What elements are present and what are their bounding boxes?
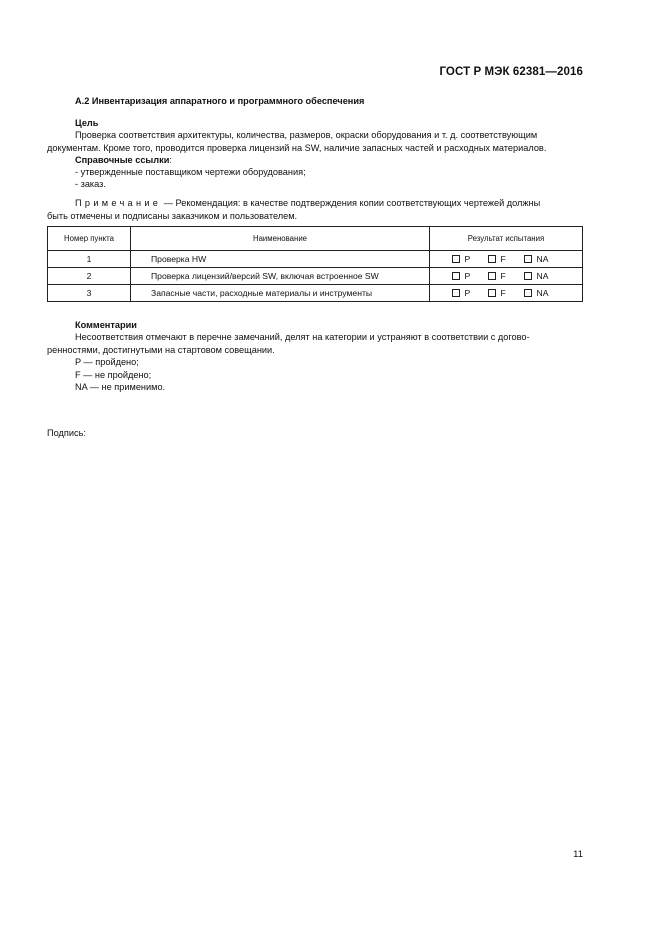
note-line-2: быть отмечены и подписаны заказчиком и пользователем. [47, 210, 298, 221]
signature-label: Подпись: [47, 428, 86, 438]
checkbox-na[interactable] [524, 289, 532, 297]
note-line-1 [75, 197, 583, 209]
option-na [524, 288, 564, 298]
header-result: Результат испытания [430, 227, 583, 251]
table-header-row [48, 227, 583, 251]
option-na-label: NA [536, 254, 549, 264]
option-na-label: NA [536, 288, 549, 298]
table-row [48, 285, 583, 302]
option-p [452, 271, 488, 281]
option-f-label: F [500, 271, 506, 281]
row-result [430, 268, 583, 285]
section-body [47, 95, 583, 222]
row-result [430, 251, 583, 268]
comments-block [47, 319, 583, 393]
row-result [430, 285, 583, 302]
checkbox-f[interactable] [488, 272, 496, 280]
checkbox-na[interactable] [524, 272, 532, 280]
legend-f: F — не пройдено; [75, 369, 152, 380]
goal-heading: Цель [75, 118, 99, 129]
note-label: Примечание [75, 198, 162, 209]
checkbox-f[interactable] [488, 255, 496, 263]
table-row [48, 251, 583, 268]
checkbox-p[interactable] [452, 289, 460, 297]
note-text: — Рекомендация: в качестве подтверждения копии соответствующих чертежей должны [161, 198, 541, 209]
option-na [524, 254, 564, 264]
refs-heading: Справочные ссылки [75, 154, 170, 165]
row-number: 3 [48, 285, 131, 302]
row-name: Запасные части, расходные материалы и инструменты [131, 285, 430, 302]
row-name: Проверка лицензий/версий SW, включая встроенное SW [131, 268, 430, 285]
option-p [452, 288, 488, 298]
option-p-label: P [464, 254, 471, 264]
option-f-label: F [500, 254, 506, 264]
results-table [47, 226, 583, 302]
goal-text-line-1: Проверка соответствия архитектуры, количества, размеров, окраски оборудования и т. д. соответствующим [75, 130, 538, 141]
option-f-label: F [500, 288, 506, 298]
page-number: 11 [573, 849, 583, 860]
option-f [488, 288, 524, 298]
option-p-label: P [464, 271, 471, 281]
option-na-label: NA [536, 271, 549, 281]
legend-p: P — пройдено; [75, 357, 139, 368]
ref-item-2: - заказ. [75, 179, 106, 190]
option-f [488, 271, 524, 281]
option-f [488, 254, 524, 264]
option-p [452, 254, 488, 264]
checkbox-p[interactable] [452, 255, 460, 263]
option-na [524, 271, 564, 281]
ref-item-1: - утвержденные поставщиком чертежи оборудования; [75, 167, 306, 178]
refs-heading-line [75, 154, 583, 166]
option-p-label: P [464, 288, 471, 298]
document-id: ГОСТ Р МЭК 62381—2016 [439, 66, 583, 78]
row-name: Проверка HW [131, 251, 430, 268]
goal-text-line-2: документам. Кроме того, проводится проверка лицензий на SW, наличие запасных частей и расходных материалов. [47, 142, 547, 153]
refs-colon: : [169, 154, 172, 165]
checkbox-f[interactable] [488, 289, 496, 297]
row-number: 2 [48, 268, 131, 285]
table-row [48, 268, 583, 285]
row-number: 1 [48, 251, 131, 268]
comments-line-2: ренностями, достигнутыми на стартовом совещании. [47, 344, 275, 355]
legend-na: NA — не применимо. [75, 382, 166, 393]
section-title: А.2 Инвентаризация аппаратного и программного обеспечения [75, 96, 365, 106]
header-name: Наименование [131, 227, 430, 251]
checkbox-p[interactable] [452, 272, 460, 280]
comments-line-1: Несоответствия отмечают в перечне замечаний, делят на категории и устраняют в соответствии с догово- [75, 332, 530, 343]
comments-heading: Комментарии [75, 320, 137, 330]
header-number: Номер пункта [48, 227, 131, 251]
checkbox-na[interactable] [524, 255, 532, 263]
